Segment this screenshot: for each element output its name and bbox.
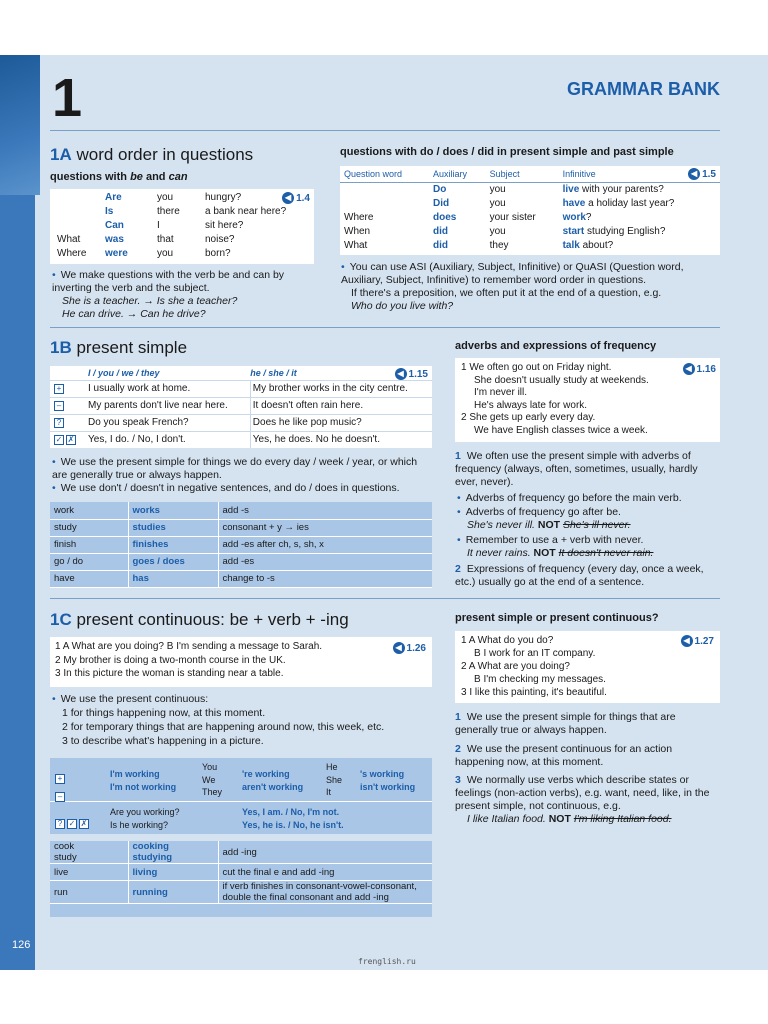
audio-1-16-icon[interactable]: ◀ 1.16 [683,363,716,375]
note-1b-right-3: • Adverbs of frequency go after be. [457,506,720,519]
table-cell: you [489,198,506,209]
table-row [53,219,290,233]
row-symbol: + [50,381,86,398]
table-row [340,183,720,198]
audio-1-5-icon[interactable]: ◀ 1.5 [688,168,716,180]
example-line: 2 A What are you doing? [461,661,570,672]
table-cell: What [344,240,368,251]
example-line: B I work for an IT company. [474,648,596,659]
table-cell: cut the final e and add -ing [218,864,432,881]
table-cell: cook study [54,841,77,863]
corner-decoration [0,55,40,195]
note-1b-1: • We use the present simple for things we do every day / week / year, or which are generally true or always happen. [52,456,432,482]
table-cell: sit here? [205,220,244,231]
table-row [50,864,432,881]
table-cell: hungry? [205,192,242,203]
table-cell: finishes [128,536,218,553]
example-line: B I'm checking my messages. [474,674,606,685]
table-row [340,239,720,253]
note-1a-right-1: • You can use ASI (Auxiliary, Subject, Infinitive) or QuASI (Question word, Auxiliary, Subject, Infinitive) to remember word order in questions. [341,261,721,287]
table-header: Subject [489,169,520,179]
table-cell: live [54,866,69,878]
table-row [50,570,432,587]
table-row [50,398,432,415]
table-cell: Where [57,248,87,259]
frequency-examples [455,358,720,442]
table-cell: works [128,502,218,519]
example-line: 3 I like this painting, it's beautiful. [461,687,607,698]
note-1b-right-2: • Adverbs of frequency go before the main verb. [457,492,720,505]
table-row [50,432,432,449]
table-cell: Do you speak French? [88,417,189,428]
table-cell: you [489,184,506,195]
table-row [50,502,432,519]
audio-1-27-icon[interactable]: ◀ 1.27 [681,635,714,647]
table-row [340,225,720,239]
table-cell [53,191,101,205]
table-cell: add -es [218,553,432,570]
table-cell: talk about? [562,240,614,251]
table-cell: there [157,206,180,217]
table-cell: Can [105,220,124,231]
table-cell: was [105,234,124,245]
do-does-did-table [340,166,720,255]
note-1c-right-3-ex: I like Italian food. NOT I'm liking Italian food. [467,813,672,825]
table-cell: your sister [489,212,536,223]
table-cell: they [489,240,509,251]
table-cell: you [157,248,174,259]
note-1b-right-3-ex: She's never ill. NOT She's ill never. [467,519,631,531]
table-cell: did [433,226,448,237]
table-cell: noise? [205,234,235,245]
be-can-table [50,189,314,264]
table-cell: cooking studying [128,841,218,864]
table-cell: a bank near here? [205,206,287,217]
table-row [50,841,432,864]
audio-1-15-icon[interactable]: ◀ 1.15 [395,368,428,380]
table-cell: Does he like pop music? [250,415,432,432]
note-1b-right-4-ex: It never rains. NOT It doesn't never rain. [467,547,654,559]
present-continuous-examples [50,637,432,687]
table-row [50,519,432,536]
row-symbol: – [50,398,86,415]
example-line: 1 A What are you doing? B I'm sending a message to Sarah. [55,641,323,652]
table-cell [340,183,429,198]
table-cell: you [489,226,506,237]
example-line: I'm never ill. [474,387,528,398]
unit-number: 1 [52,68,83,128]
example-line: 2 She gets up early every day. [461,412,596,423]
table-cell: It doesn't often rain here. [250,398,432,415]
note-1b-2: • We use don't / doesn't in negative sentences, and do / does in questions. [52,482,432,495]
table-row [50,553,432,570]
table-row [50,415,432,432]
row-symbol: ✓ ✗ [55,435,75,444]
table-cell: Do [433,184,447,195]
section-1a-right-subtitle: questions with do / does / did in present simple and past simple [340,146,674,158]
table-cell: if verb finishes in consonant-vowel-consonant, double the final consonant and add -ing [218,881,432,904]
note-1a-2: She is a teacher. → Is she a teacher? [62,295,238,307]
table-cell: My parents don't live near here. [88,400,228,411]
grammar-bank-page [0,55,768,970]
table-row [340,211,720,225]
table-cell: does [433,212,457,223]
table-cell: finish [54,539,77,550]
table-cell: live with your parents? [562,184,664,195]
note-1b-right-5: 2 Expressions of frequency (every day, once a week, etc.) usually go at the end of a sentence. [455,563,704,588]
spelling-table-1b [50,502,432,588]
example-line: We have English classes twice a week. [474,424,648,436]
table-cell: studies [128,519,218,536]
section-1a-subtitle: questions with be and can [50,171,188,183]
table-cell: living [128,864,218,881]
watermark-site: frenglish.ru [358,957,416,966]
note-1c-0: • We use the present continuous: [52,693,208,706]
section-1b-title: 1B present simple [50,338,188,357]
row-symbol: ? [50,415,86,432]
table-row [50,381,432,398]
table-row [53,191,290,205]
present-simple-table: I / you / we / they he / she / it + I usually work at home. My brother works in the city centre. – My parents don't live near here. It doesn't often rain here. ? Do you speak French? Does he like pop music? ✓ ✗ Yes, I do. / No, I don't. Yes, he does. No he doesn't. ◀ 1.15 [50,366,432,448]
table-row [50,536,432,553]
table-cell: add -s [218,502,432,519]
table-cell: work? [562,212,592,223]
table-header: Question word [344,169,403,179]
table-cell: were [105,248,128,259]
note-1c-2: 2 for temporary things that are happening around now, this week, etc. [62,721,385,733]
audio-1-4-icon[interactable]: ◀ 1.4 [282,192,310,204]
example-line: He's always late for work. [474,399,588,411]
table-header: Infinitive [562,169,596,179]
section-1a-title: 1A word order in questions [50,145,254,164]
table-cell: born? [205,248,231,259]
page-title: GRAMMAR BANK [567,79,720,99]
table-cell: run [54,886,68,898]
table-cell: consonant + y → ies [218,519,432,536]
note-1a-1: • We make questions with the verb be and can by inverting the verb and the subject. [52,269,314,295]
table-cell: you [157,192,174,203]
note-1c-right-2: 2 We use the present continuous for an action happening now, at this moment. [455,743,673,768]
note-1a-right-2: If there's a preposition, we often put it at the end of a question, e.g. [351,287,662,299]
table-cell: goes / does [128,553,218,570]
table-cell: go / do [54,556,84,567]
note-1a-right-3: Who do you live with? [351,300,454,312]
table-cell: Yes, he does. No he doesn't. [250,432,432,449]
page-number: 126 [12,939,31,951]
table-cell: have [54,573,75,584]
table-cell: I usually work at home. [88,383,191,394]
table-cell: that [157,234,174,245]
table-cell: I [157,220,160,231]
section-1c-right-subtitle: present simple or present continuous? [455,612,659,624]
note-1c-right-3: 3 We normally use verbs which describe states or feelings (non-action verbs), e.g. want, need, like, in the present simple, not continuous, e.g. [455,774,710,812]
table-cell: When [344,226,371,237]
note-1c-1: 1 for things happening now, at this moment. [62,707,266,719]
example-line: 3 In this picture the woman is standing near a table. [55,668,284,679]
table-cell: add -es after ch, s, sh, x [218,536,432,553]
table-cell: study [54,522,77,533]
table-cell: have a holiday last year? [562,198,675,209]
table-row [53,205,290,219]
table-cell: running [128,881,218,904]
table-cell: add -ing [218,841,432,864]
spelling-table-1c [50,841,432,917]
example-line: She doesn't usually study at weekends. [474,374,649,386]
table-cell [53,205,101,219]
table-cell: What [57,234,81,245]
example-line: 2 My brother is doing a two-month course in the UK. [55,654,286,666]
note-1c-right-1: 1 We use the present simple for things that are generally true or always happen. [455,711,676,736]
note-1b-right-1: 1 We often use the present simple with adverbs of frequency (always, often, sometimes, usually, hardly ever, never). [455,450,698,488]
note-1b-right-4: • Remember to use a + verb with never. [457,534,720,547]
table-cell [340,197,429,211]
note-1a-3: He can drive. → Can he drive? [62,308,206,320]
note-1c-3: 3 to describe what's happening in a picture. [62,735,264,747]
table-row [340,197,720,211]
table-row [53,233,290,247]
example-line: 1 We often go out on Friday night. [461,362,612,373]
table-cell [53,219,101,233]
table-cell: Did [433,198,450,209]
table-cell: My brother works in the city centre. [250,381,432,398]
table-row [53,247,290,261]
example-line: 1 A What do you do? [461,635,554,646]
table-cell: Is [105,206,114,217]
be-conjugation-table: + – I'm working I'm not working You We They 're working aren't working He She It 's working isn't working ? ✓ ✗ Are you working? Is he working? Yes, I am. / No, I'm not. Yes, he is. / No, he isn't. [50,758,432,834]
table-cell: change to -s [218,570,432,587]
table-header: Auxiliary [433,169,468,179]
table-row [50,881,432,904]
table-cell: work [54,504,75,516]
audio-1-26-icon[interactable]: ◀ 1.26 [393,642,426,654]
section-1c-title: 1C present continuous: be + verb + -ing [50,610,349,629]
simple-vs-continuous-examples [455,631,720,703]
table-cell: Where [344,212,374,223]
table-cell: has [128,570,218,587]
table-cell: Are [105,192,122,203]
table-cell: did [433,240,448,251]
table-cell: start studying English? [562,226,666,237]
section-1b-right-subtitle: adverbs and expressions of frequency [455,340,657,352]
table-cell: Yes, I do. / No, I don't. [88,434,186,445]
